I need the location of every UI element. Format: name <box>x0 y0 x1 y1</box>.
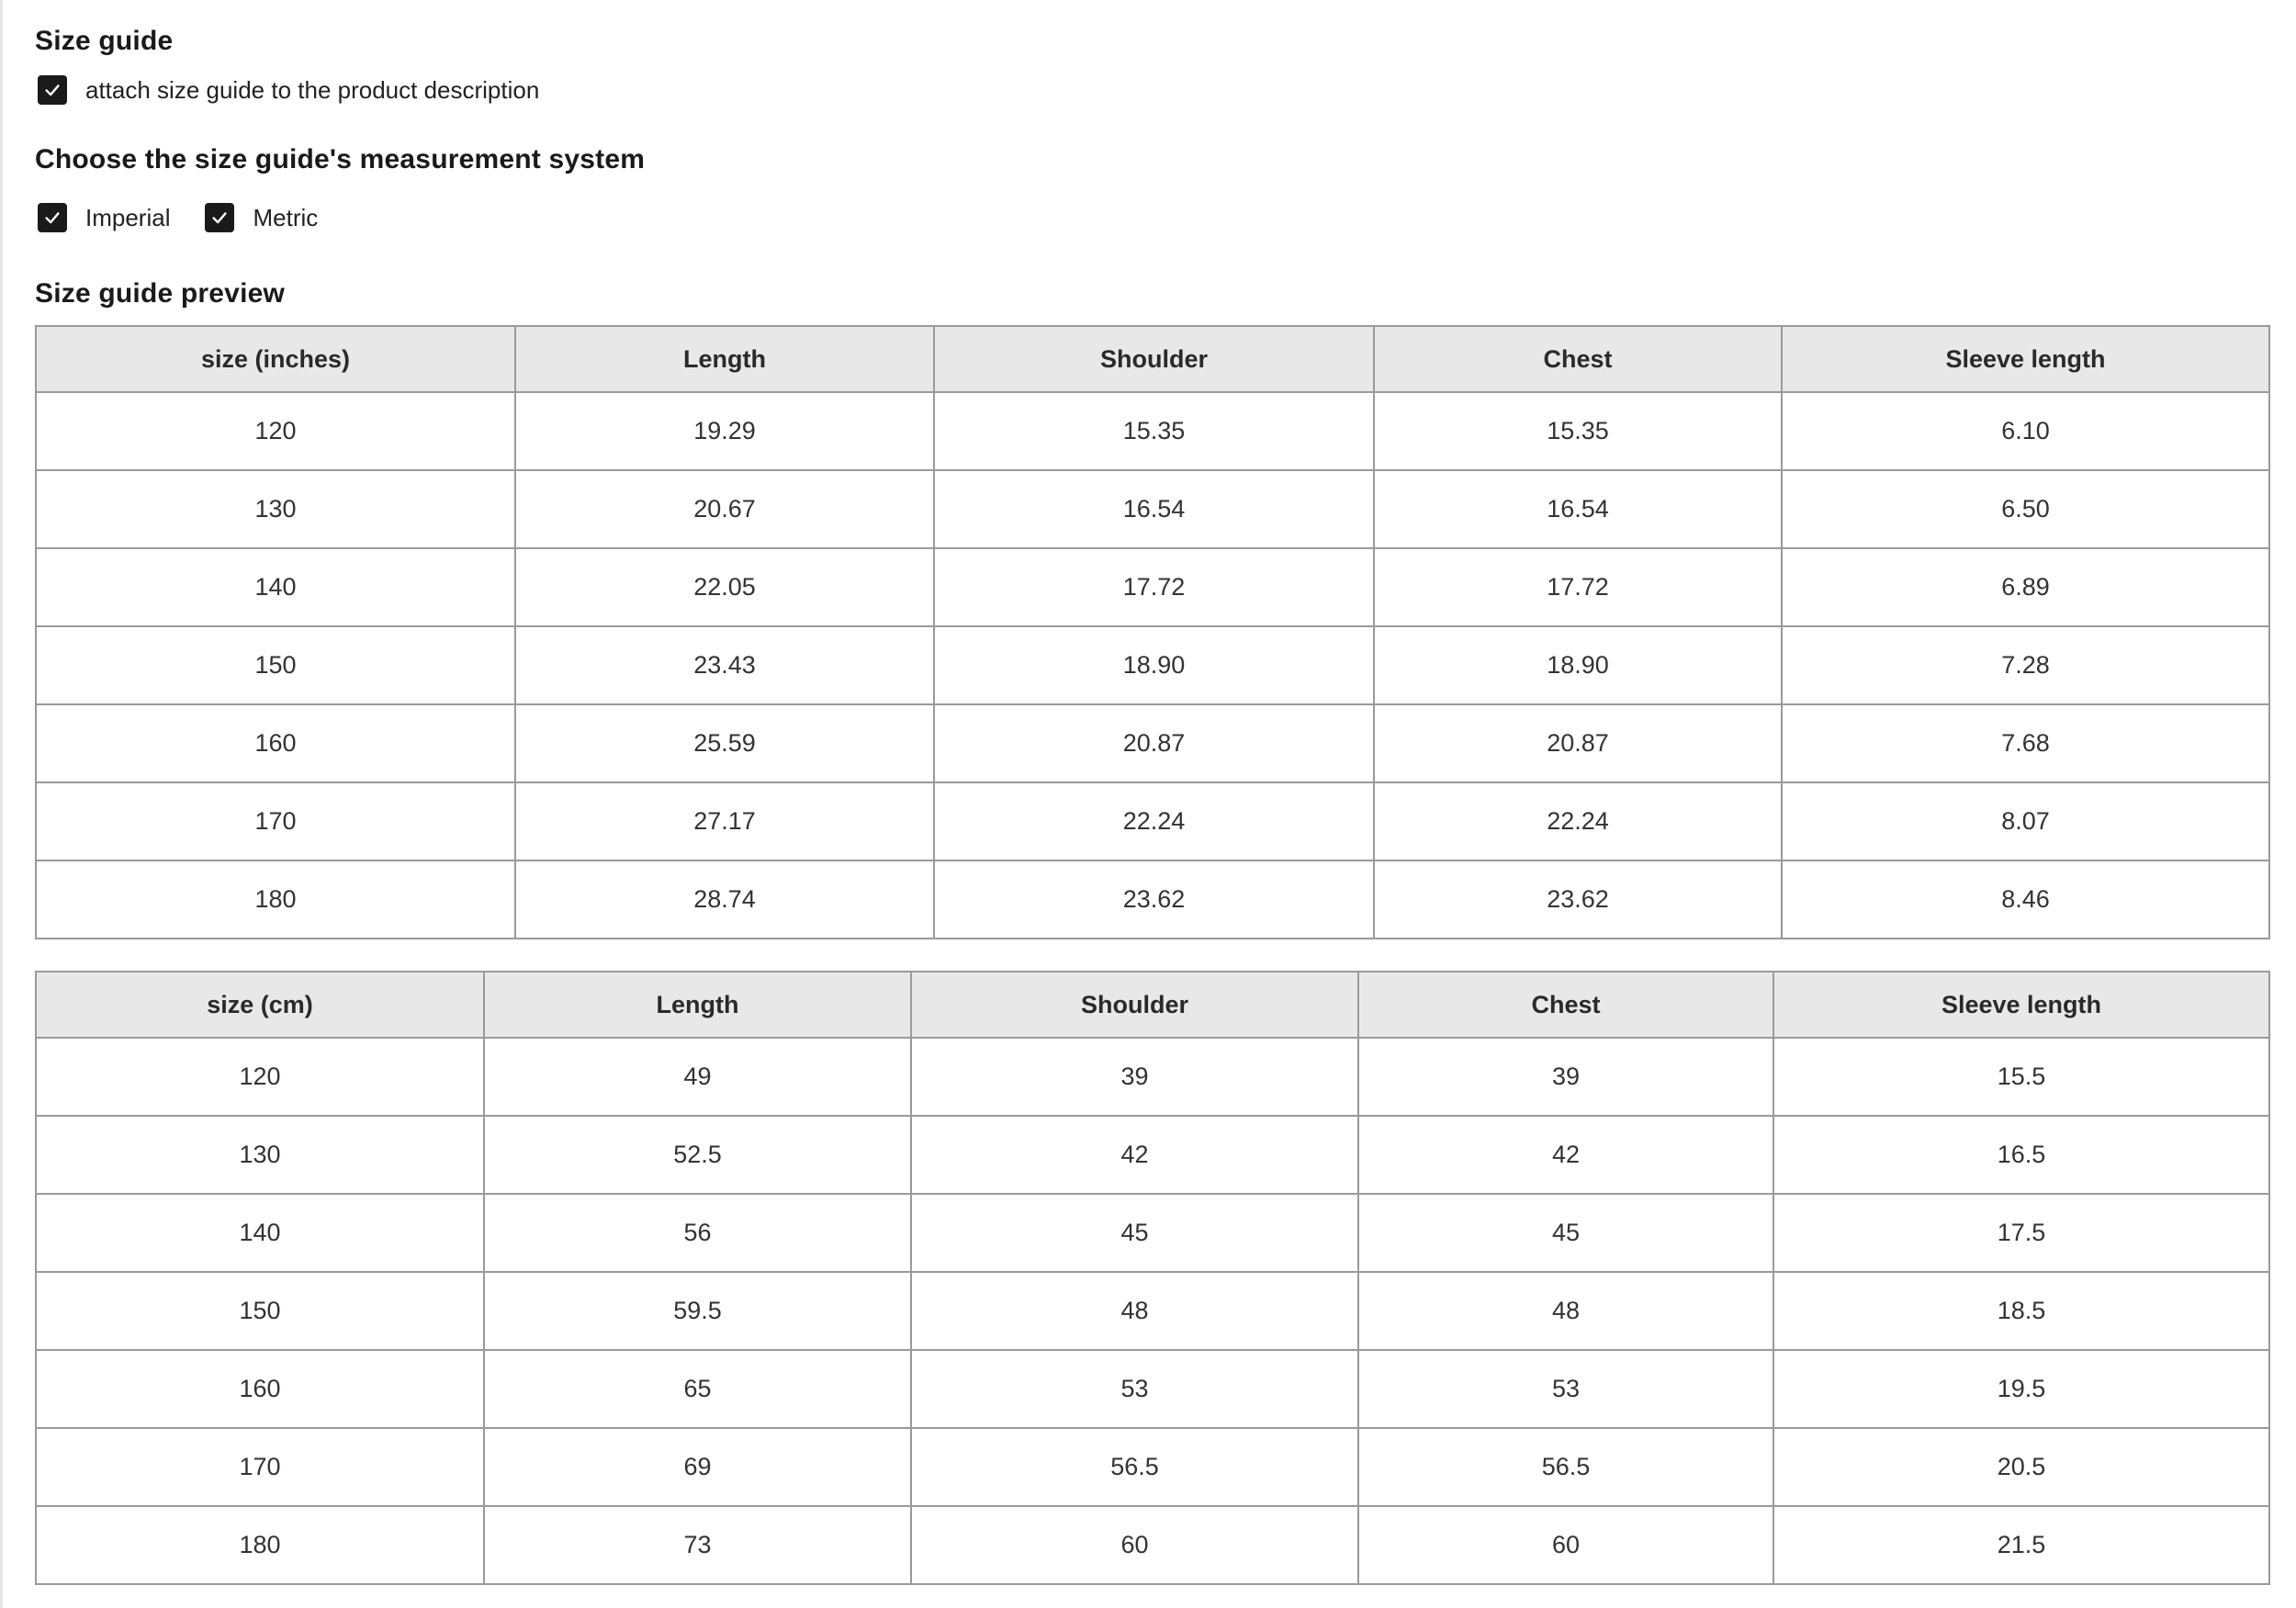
table-cell: 17.72 <box>934 548 1374 626</box>
table-cell: 23.62 <box>934 860 1374 939</box>
table-cell: 20.67 <box>515 470 934 548</box>
table-row <box>36 1428 2269 1506</box>
table-header-row <box>36 972 2269 1038</box>
table-cell: 8.46 <box>1782 860 2269 939</box>
checkmark-icon <box>42 208 62 228</box>
table-row <box>36 704 2269 782</box>
table-cell: 16.5 <box>1773 1116 2269 1194</box>
table-cell: 17.5 <box>1773 1194 2269 1272</box>
table-row <box>36 626 2269 704</box>
table-cell: 22.05 <box>515 548 934 626</box>
table-cell: 25.59 <box>515 704 934 782</box>
table-cell: 20.87 <box>934 704 1374 782</box>
table-cell: 7.28 <box>1782 626 2269 704</box>
table-cell: 140 <box>36 1194 484 1272</box>
table-cell: 49 <box>484 1038 911 1116</box>
table-cell: 52.5 <box>484 1116 911 1194</box>
table-cell: 22.24 <box>934 782 1374 860</box>
table-cell: 53 <box>911 1350 1358 1428</box>
table-cell: 60 <box>911 1506 1358 1584</box>
table-cell: 160 <box>36 704 515 782</box>
size-guide-preview-title: Size guide preview <box>35 278 286 309</box>
imperial-size-table <box>35 325 2270 939</box>
table-cell: 180 <box>36 860 515 939</box>
table-cell: 18.5 <box>1773 1272 2269 1350</box>
table-row <box>36 1116 2269 1194</box>
table-cell: 28.74 <box>515 860 934 939</box>
size-guide-title: Size guide <box>35 26 174 56</box>
table-cell: 48 <box>1358 1272 1773 1350</box>
table-cell: 65 <box>484 1350 911 1428</box>
table-cell: 17.72 <box>1374 548 1782 626</box>
table-cell: 53 <box>1358 1350 1773 1428</box>
table-cell: 22.24 <box>1374 782 1782 860</box>
table-cell: 180 <box>36 1506 484 1584</box>
column-header-sleeve-length: Sleeve length <box>1773 972 2269 1038</box>
table-row <box>36 1350 2269 1428</box>
table-cell: 16.54 <box>1374 470 1782 548</box>
column-header-sleeve-length: Sleeve length <box>1782 326 2269 392</box>
table-cell: 6.50 <box>1782 470 2269 548</box>
column-header-size: size (inches) <box>36 326 515 392</box>
column-header-shoulder: Shoulder <box>911 972 1358 1038</box>
table-cell: 60 <box>1358 1506 1773 1584</box>
table-cell: 120 <box>36 392 515 470</box>
table-row <box>36 1194 2269 1272</box>
measurement-system-title: Choose the size guide's measurement system <box>35 144 646 174</box>
table-cell: 18.90 <box>1374 626 1782 704</box>
table-cell: 56.5 <box>911 1428 1358 1506</box>
table-row <box>36 1506 2269 1584</box>
table-cell: 73 <box>484 1506 911 1584</box>
table-cell: 69 <box>484 1428 911 1506</box>
table-row <box>36 1038 2269 1116</box>
table-cell: 20.87 <box>1374 704 1782 782</box>
table-cell: 170 <box>36 1428 484 1506</box>
table-cell: 19.29 <box>515 392 934 470</box>
table-cell: 27.17 <box>515 782 934 860</box>
table-cell: 160 <box>36 1350 484 1428</box>
measurement-options <box>38 203 318 232</box>
column-header-shoulder: Shoulder <box>934 326 1374 392</box>
metric-size-table <box>35 971 2270 1585</box>
imperial-label: Imperial <box>85 203 171 231</box>
table-cell: 45 <box>1358 1194 1773 1272</box>
table-row <box>36 1272 2269 1350</box>
table-row <box>36 470 2269 548</box>
table-cell: 39 <box>1358 1038 1773 1116</box>
attach-size-guide-option[interactable] <box>38 75 539 105</box>
table-cell: 18.90 <box>934 626 1374 704</box>
table-cell: 23.62 <box>1374 860 1782 939</box>
column-header-length: Length <box>515 326 934 392</box>
table-row <box>36 392 2269 470</box>
column-header-chest: Chest <box>1374 326 1782 392</box>
table-cell: 130 <box>36 470 515 548</box>
table-cell: 59.5 <box>484 1272 911 1350</box>
checkmark-icon <box>209 208 230 228</box>
attach-size-guide-checkbox[interactable] <box>38 75 67 105</box>
checkmark-icon <box>42 80 62 100</box>
table-cell: 7.68 <box>1782 704 2269 782</box>
table-cell: 120 <box>36 1038 484 1116</box>
table-cell: 15.35 <box>934 392 1374 470</box>
attach-size-guide-label: attach size guide to the product description <box>85 75 540 104</box>
table-cell: 48 <box>911 1272 1358 1350</box>
table-cell: 6.10 <box>1782 392 2269 470</box>
imperial-checkbox[interactable] <box>38 203 67 232</box>
metric-checkbox[interactable] <box>205 203 234 232</box>
column-header-size: size (cm) <box>36 972 484 1038</box>
column-header-length: Length <box>484 972 911 1038</box>
table-cell: 42 <box>911 1116 1358 1194</box>
table-cell: 170 <box>36 782 515 860</box>
table-cell: 8.07 <box>1782 782 2269 860</box>
table-cell: 56 <box>484 1194 911 1272</box>
metric-label: Metric <box>253 203 319 231</box>
table-cell: 150 <box>36 626 515 704</box>
table-cell: 19.5 <box>1773 1350 2269 1428</box>
table-row <box>36 548 2269 626</box>
table-cell: 23.43 <box>515 626 934 704</box>
table-cell: 6.89 <box>1782 548 2269 626</box>
table-cell: 42 <box>1358 1116 1773 1194</box>
table-header-row <box>36 326 2269 392</box>
table-cell: 20.5 <box>1773 1428 2269 1506</box>
table-row <box>36 860 2269 939</box>
table-cell: 15.5 <box>1773 1038 2269 1116</box>
table-cell: 130 <box>36 1116 484 1194</box>
table-cell: 21.5 <box>1773 1506 2269 1584</box>
table-cell: 39 <box>911 1038 1358 1116</box>
table-cell: 150 <box>36 1272 484 1350</box>
table-cell: 15.35 <box>1374 392 1782 470</box>
table-cell: 140 <box>36 548 515 626</box>
table-cell: 56.5 <box>1358 1428 1773 1506</box>
table-row <box>36 782 2269 860</box>
table-cell: 45 <box>911 1194 1358 1272</box>
table-cell: 16.54 <box>934 470 1374 548</box>
column-header-chest: Chest <box>1358 972 1773 1038</box>
